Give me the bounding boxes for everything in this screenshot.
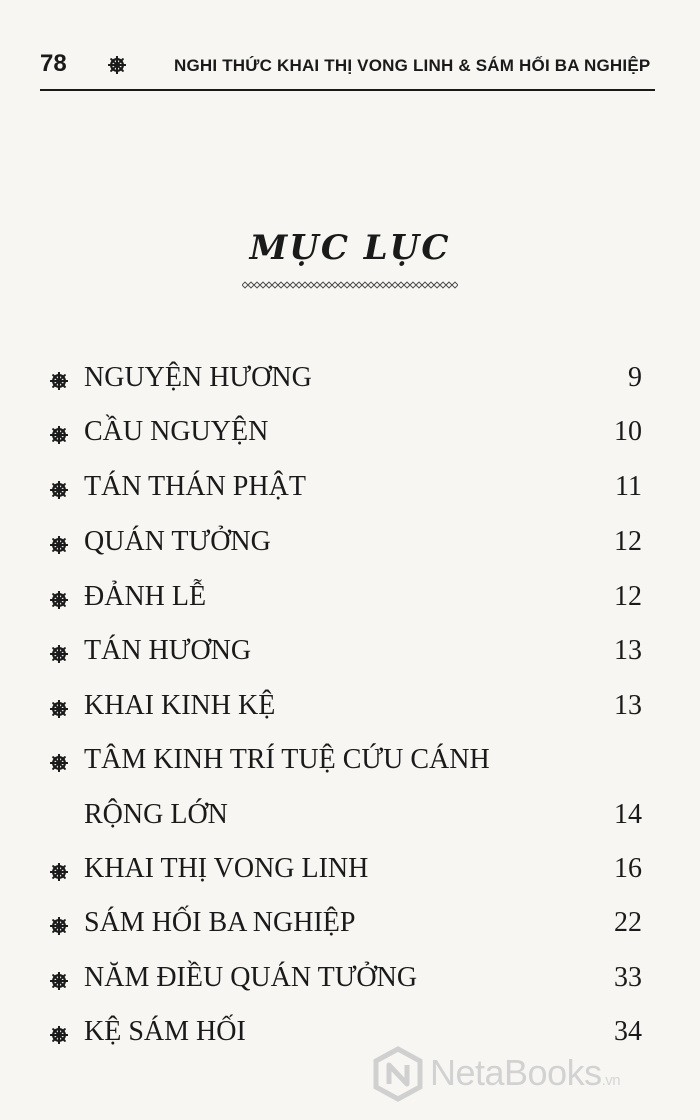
running-title: NGHI THỨC KHAI THỊ VONG LINH & SÁM HỐI BA NGHIỆP [174, 56, 651, 75]
toc-entry [50, 688, 642, 728]
toc-entry-label: TÂM KINH TRÍ TUỆ CỨU CÁNH [84, 744, 490, 775]
toc-entry [50, 851, 642, 891]
toc-entry-label: NĂM ĐIỀU QUÁN TƯỞNG [84, 962, 418, 993]
toc-entry-label: CẦU NGUYỆN [84, 416, 269, 447]
toc-entry-label-line2: RỘNG LỚN [84, 799, 228, 830]
toc-entry-page: 12 [614, 581, 642, 612]
toc-entry-label: TÁN HƯƠNG [84, 635, 252, 666]
toc-entry [50, 742, 642, 782]
dharma-wheel-icon [50, 1026, 68, 1044]
toc-entry-label: KHAI KINH KỆ [84, 690, 276, 721]
toc-entry-label: QUÁN TƯỞNG [84, 526, 271, 557]
toc-entry [50, 633, 642, 673]
toc-title: MỤC LỤC [249, 228, 451, 268]
toc-entry-page: 13 [614, 690, 642, 721]
toc-entry-page: 33 [614, 962, 642, 993]
toc-entry-page: 10 [614, 416, 642, 447]
toc-entry-label: KỆ SÁM HỐI [84, 1016, 246, 1047]
dharma-wheel-icon [50, 372, 68, 390]
dharma-wheel-icon [50, 536, 68, 554]
toc-entry-page: 16 [614, 853, 642, 884]
toc-entry [50, 360, 642, 400]
dharma-wheel-icon [50, 426, 68, 444]
toc-entry-page: 9 [628, 362, 642, 393]
toc-entry [50, 579, 642, 619]
dharma-wheel-icon [50, 972, 68, 990]
dharma-wheel-icon [50, 917, 68, 935]
toc-entry [50, 414, 642, 454]
netabooks-logo-icon [372, 1046, 424, 1102]
watermark [372, 1046, 700, 1102]
toc-entry-label: TÁN THÁN PHẬT [84, 471, 306, 502]
toc-entry-label: KHAI THỊ VONG LINH [84, 853, 369, 884]
dharma-wheel-icon [50, 754, 68, 772]
toc-entry [50, 960, 642, 1000]
toc-entry-page: 34 [614, 1016, 642, 1047]
toc-entry [50, 524, 642, 564]
toc-entry-page: 11 [615, 471, 642, 502]
dharma-wheel-icon [50, 863, 68, 881]
page-number: 78 [40, 50, 67, 77]
toc-entry-label: SÁM HỐI BA NGHIỆP [84, 907, 356, 938]
toc-entry-page: 14 [614, 799, 642, 830]
toc-entry-page: 12 [614, 526, 642, 557]
toc-entry [50, 905, 642, 945]
toc-entry [50, 469, 642, 509]
dharma-wheel-icon [50, 645, 68, 663]
watermark-text: NetaBooks.vn [430, 1052, 621, 1093]
toc-entry-label: ĐẢNH LỄ [84, 581, 207, 612]
dharma-wheel-icon [50, 700, 68, 718]
toc-entry-continuation [50, 797, 642, 837]
dharma-wheel-icon [50, 591, 68, 609]
toc-entry-page: 22 [614, 907, 642, 938]
toc-entry-label: NGUYỆN HƯƠNG [84, 362, 312, 393]
toc-entry-page: 13 [614, 635, 642, 666]
dharma-wheel-icon [50, 481, 68, 499]
